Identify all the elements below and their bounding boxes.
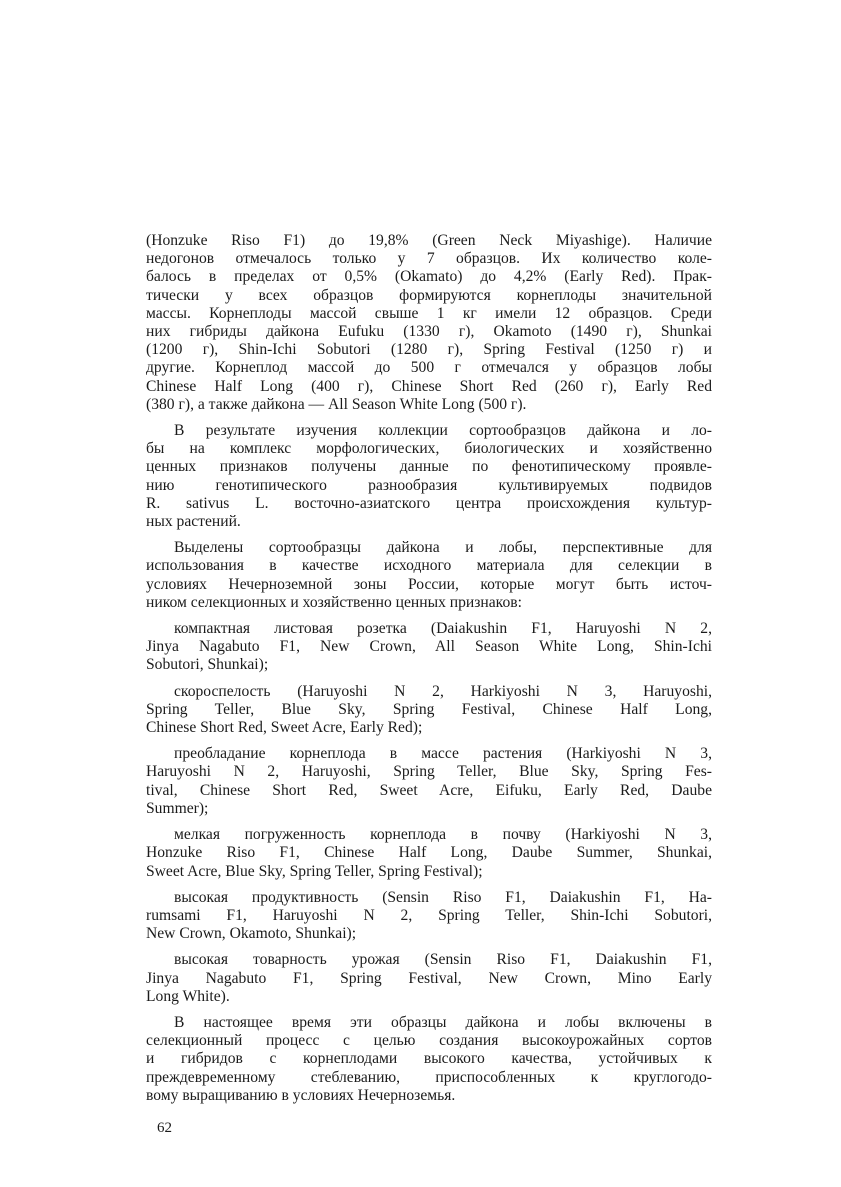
text-line: ценных признаков получены данные по фенотипическому проявле- [146,458,712,476]
text-line: Chinese Short Red, Sweet Acre, Early Red); [146,719,423,737]
text-line: Honzuke Riso F1, Chinese Half Long, Daube Summer, Shunkai, [146,844,712,862]
text-line: преждевременному стеблеванию, приспособленных к круглогодо- [146,1068,712,1086]
paragraph-gap [146,1006,712,1014]
text-line: Haruyoshi N 2, Haruyoshi, Spring Teller, Blue Sky, Spring Fes- [146,763,712,781]
text-line: балось в пределах от 0,5% (Okamato) до 4,2% (Early Red). Прак- [146,268,712,286]
text-line: New Crown, Okamoto, Shunkai); [146,925,357,943]
text-line: компактная листовая розетка (Daiakushin F1, Haruyoshi N 2, [174,620,712,638]
text-line: тически у всех образцов формируются корнеплоды значительной [146,286,712,304]
text-line: селекционный процесс с целью создания высокоурожайных сортов [146,1032,712,1050]
text-line: ником селекционных и хозяйственно ценных признаков: [146,593,522,611]
page-number: 62 [157,1120,172,1136]
paragraph-gap [146,612,712,620]
paragraph-p3 [146,539,712,612]
text-line: Jinya Nagabuto F1, Spring Festival, New Crown, Mino Early [146,969,712,987]
text-line: высокая товарность урожая (Sensin Riso F1, Daiakushin F1, [174,951,712,969]
text-line: Long White). [146,987,230,1005]
text-line: R. sativus L. восточно-азиатского центра происхождения культур- [146,494,712,512]
paragraph-p8 [146,889,712,944]
text-line: мелкая погруженность корнеплода в почву (Harkiyoshi N 3, [174,826,712,844]
text-line: Sobutori, Shunkai); [146,656,269,674]
text-line: нию генотипического разнообразия культивируемых подвидов [146,476,712,494]
text-line: и гибридов с корнеплодами высокого качества, устойчивых к [146,1050,712,1068]
paragraph-p6 [146,745,712,818]
body-text [146,232,712,1105]
paragraph-p9 [146,951,712,1006]
text-line: бы на комплекс морфологических, биологических и хозяйственно [146,440,712,458]
text-line: ных растений. [146,513,241,531]
paragraph-p7 [146,826,712,881]
text-line: Spring Teller, Blue Sky, Spring Festival, Chinese Half Long, [146,700,712,718]
paragraph-p4 [146,620,712,675]
text-line: Выделены сортообразцы дайкона и лобы, перспективные для [174,539,712,557]
paragraph-gap [146,881,712,889]
text-line: Jinya Nagabuto F1, New Crown, All Season White Long, Shin-Ichi [146,638,712,656]
text-line: другие. Корнеплод массой до 500 г отмечался у образцов лобы [146,359,712,377]
paragraph-gap [146,737,712,745]
paragraph-gap [146,531,712,539]
text-line: Summer); [146,799,209,817]
paragraph-gap [146,675,712,683]
text-line: В настоящее время эти образцы дайкона и лобы включены в [174,1013,712,1031]
text-line: tival, Chinese Short Red, Sweet Acre, Eifuku, Early Red, Daube [146,781,712,799]
text-line: недогонов отмечалось только у 7 образцов. Их количество коле- [146,250,712,268]
text-line: массы. Корнеплоды массой свыше 1 кг имели 12 образцов. Среди [146,304,712,322]
paragraph-gap [146,414,712,422]
paragraph-p10 [146,1014,712,1105]
text-line: Chinese Half Long (400 г), Chinese Short Red (260 г), Early Red [146,377,712,395]
text-line: вому выращиванию в условиях Нечерноземья. [146,1086,456,1104]
text-line: использования в качестве исходного материала для селекции в [146,557,712,575]
text-line: (Honzuke Riso F1) до 19,8% (Green Neck Miyashige). Наличие [146,232,712,249]
text-line: (380 г), а также дайкона — All Season White Long (500 г). [146,395,527,413]
paragraph-gap [146,818,712,826]
text-line: высокая продуктивность (Sensin Riso F1, Daiakushin F1, Ha- [174,888,712,906]
paragraph-gap [146,943,712,951]
text-line: условиях Нечерноземной зоны России, которые могут быть источ- [146,575,712,593]
text-line: rumsami F1, Haruyoshi N 2, Spring Teller, Shin-Ichi Sobutori, [146,906,712,924]
paragraph-p5 [146,683,712,738]
text-line: В результате изучения коллекции сортообразцов дайкона и ло- [174,422,712,440]
text-line: них гибриды дайкона Eufuku (1330 г), Okamoto (1490 г), Shunkai [146,323,712,341]
paragraph-p2 [146,422,712,531]
text-line: скороспелость (Haruyoshi N 2, Harkiyoshi N 3, Haruyoshi, [174,682,712,700]
text-line: преобладание корнеплода в массе растения (Harkiyoshi N 3, [174,745,712,763]
text-line: Sweet Acre, Blue Sky, Spring Teller, Spring Festival); [146,862,483,880]
text-line: (1200 г), Shin-Ichi Sobutori (1280 г), Spring Festival (1250 г) и [146,341,712,359]
paragraph-p1 [146,232,712,414]
